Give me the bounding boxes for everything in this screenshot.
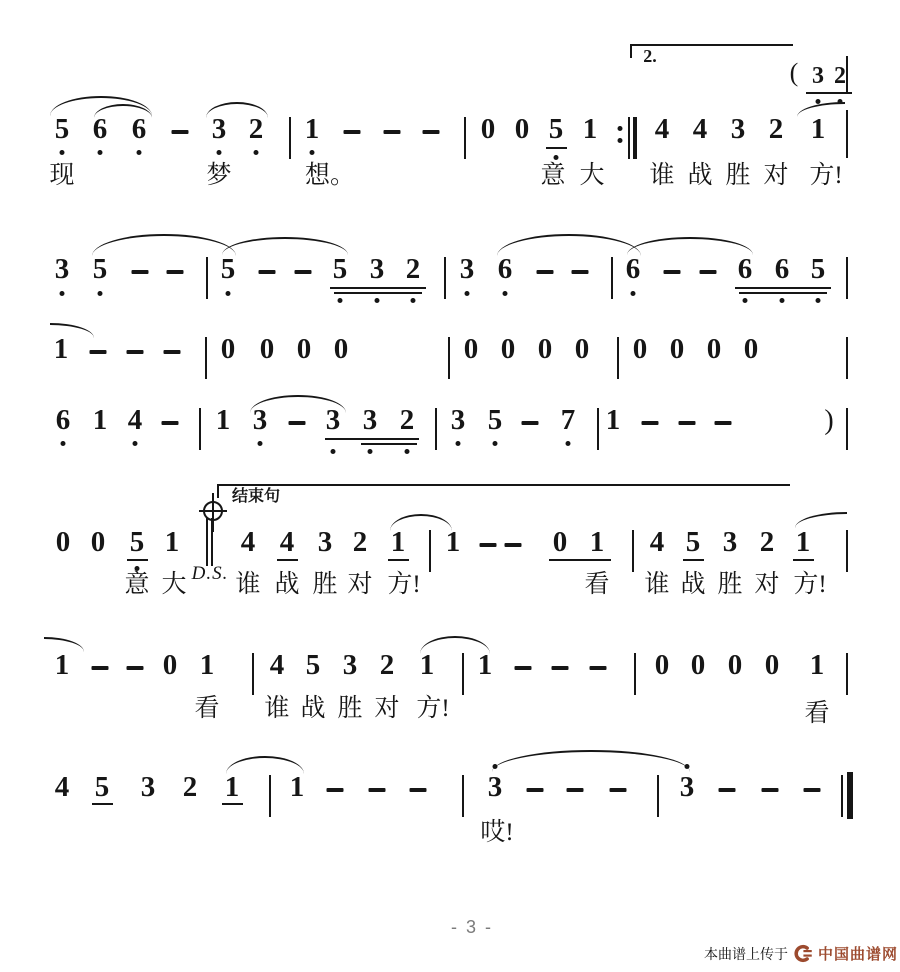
barline — [846, 337, 848, 379]
note-5: 5 — [129, 526, 145, 558]
barline — [846, 110, 848, 158]
barline — [846, 408, 848, 450]
lyric-char: 大 — [579, 162, 605, 189]
note-0: 0 — [574, 333, 590, 365]
lyric-char: 想。 — [304, 162, 356, 189]
barline — [252, 653, 254, 695]
duration-dash — [700, 270, 717, 274]
note-5: 5 — [94, 771, 110, 803]
slur-arc — [497, 234, 641, 256]
octave-dot — [98, 150, 103, 155]
note-6: 6 — [131, 113, 147, 145]
barline — [846, 56, 848, 92]
octave-dot — [368, 449, 373, 454]
ending-section-label: 结束句 — [231, 488, 281, 505]
barline — [199, 408, 201, 450]
note-3: 3 — [325, 404, 341, 436]
barline — [846, 653, 848, 695]
note-5: 5 — [548, 113, 564, 145]
octave-dot — [493, 441, 498, 446]
barline — [617, 337, 619, 379]
lyric-char: 战 — [300, 695, 326, 722]
barline — [462, 775, 464, 817]
note-4: 4 — [649, 526, 665, 558]
note-0: 0 — [669, 333, 685, 365]
note-5: 5 — [92, 253, 108, 285]
note-2: 2 — [834, 63, 846, 89]
note-3: 3 — [450, 404, 466, 436]
note-4: 4 — [692, 113, 708, 145]
beam-underline — [325, 438, 419, 440]
note-1: 1 — [605, 404, 621, 436]
slur-arc — [390, 514, 452, 531]
note-4: 4 — [240, 526, 256, 558]
note-0: 0 — [764, 649, 780, 681]
octave-dot — [137, 150, 142, 155]
beam-underline — [549, 559, 611, 561]
lyric-char: 战 — [687, 162, 713, 189]
octave-dot — [405, 449, 410, 454]
duration-dash — [289, 421, 306, 425]
lyric-char: 战 — [274, 571, 300, 598]
barline — [597, 408, 599, 450]
barline — [435, 408, 437, 450]
octave-dot — [743, 298, 748, 303]
octave-dot — [61, 441, 66, 446]
coda-cross-horizontal — [199, 510, 227, 512]
volta-bracket-tick — [630, 44, 632, 58]
note-1: 1 — [224, 771, 240, 803]
duration-dash — [127, 350, 144, 354]
note-5: 5 — [54, 113, 70, 145]
duration-dash — [664, 270, 681, 274]
lyric-char: 谁 — [235, 571, 261, 598]
octave-dot — [456, 441, 461, 446]
lyric-char: 对 — [347, 571, 373, 598]
duration-dash — [522, 421, 539, 425]
note-7: 7 — [560, 404, 576, 436]
note-0: 0 — [333, 333, 349, 365]
note-0: 0 — [259, 333, 275, 365]
barline — [289, 117, 291, 159]
note-0: 0 — [690, 649, 706, 681]
lyric-char: 看 — [584, 571, 610, 598]
beam-underline — [361, 443, 417, 445]
lyric-char: 意 — [124, 571, 150, 598]
note-3: 3 — [459, 253, 475, 285]
lyric-char: 梦 — [206, 162, 232, 189]
lyric-char: 胜 — [717, 571, 743, 598]
duration-dash — [164, 350, 181, 354]
lyric-char: 方! — [416, 695, 450, 722]
lyric-char: 谁 — [264, 695, 290, 722]
duration-dash — [423, 130, 440, 134]
duration-dash — [127, 666, 144, 670]
note-1: 1 — [54, 649, 70, 681]
slur-arc — [492, 750, 690, 772]
octave-dot — [465, 291, 470, 296]
duration-dash — [715, 421, 732, 425]
lyric-char: 现 — [49, 162, 75, 189]
note-0: 0 — [480, 113, 496, 145]
note-0: 0 — [296, 333, 312, 365]
note-6: 6 — [737, 253, 753, 285]
note-3: 3 — [317, 526, 333, 558]
octave-dot — [554, 155, 559, 160]
ending-section-line — [217, 484, 790, 486]
note-4: 4 — [269, 649, 285, 681]
site-name-label: 中国曲谱网 — [818, 946, 899, 963]
octave-dot — [258, 441, 263, 446]
note-1: 1 — [199, 649, 215, 681]
duration-dash — [642, 421, 659, 425]
beam-underline — [222, 803, 243, 805]
note-5: 5 — [685, 526, 701, 558]
beam-underline — [739, 292, 827, 294]
barline — [429, 530, 431, 572]
note-1: 1 — [795, 526, 811, 558]
note-1: 1 — [419, 649, 435, 681]
note-5: 5 — [305, 649, 321, 681]
note-5: 5 — [810, 253, 826, 285]
barline — [634, 653, 636, 695]
lyric-char: 对 — [374, 695, 400, 722]
lyric-char: 方! — [809, 162, 843, 189]
octave-dot — [217, 150, 222, 155]
octave-dot — [98, 291, 103, 296]
lyric-char: 对 — [754, 571, 780, 598]
barline — [846, 257, 848, 299]
note-1: 1 — [445, 526, 461, 558]
page-number: - 3 - — [450, 917, 494, 937]
repeat-thin-barline — [628, 117, 630, 159]
note-0: 0 — [90, 526, 106, 558]
duration-dash — [567, 788, 584, 792]
beam-underline — [735, 287, 831, 289]
octave-dot — [631, 291, 636, 296]
beam-underline — [793, 559, 814, 561]
slur-arc — [250, 395, 346, 413]
note-6: 6 — [625, 253, 641, 285]
lyric-char: 大 — [161, 571, 187, 598]
octave-dot — [133, 441, 138, 446]
octave-dot — [331, 449, 336, 454]
barline — [632, 530, 634, 572]
duration-dash — [295, 270, 312, 274]
note-2: 2 — [379, 649, 395, 681]
duration-dash — [92, 666, 109, 670]
slur-arc — [92, 234, 236, 256]
pickup-open-paren: ( — [789, 58, 799, 87]
note-4: 4 — [127, 404, 143, 436]
duration-dash — [480, 543, 497, 547]
duration-dash — [410, 788, 427, 792]
note-5: 5 — [487, 404, 503, 436]
note-0: 0 — [55, 526, 71, 558]
octave-dot — [254, 150, 259, 155]
note-3: 3 — [369, 253, 385, 285]
note-0: 0 — [727, 649, 743, 681]
duration-dash — [505, 543, 522, 547]
beam-underline — [127, 559, 148, 561]
footer-credit — [704, 943, 898, 964]
repeat-dot — [618, 126, 623, 131]
lyric-char: 胜 — [312, 571, 338, 598]
octave-dot — [411, 298, 416, 303]
barline — [269, 775, 271, 817]
lyric-char: 看 — [194, 695, 220, 722]
note-3: 3 — [54, 253, 70, 285]
lyric-char: 战 — [680, 571, 706, 598]
note-6: 6 — [774, 253, 790, 285]
double-thin-barline — [211, 518, 213, 566]
cqp-logo-icon — [793, 944, 813, 963]
beam-underline — [683, 559, 704, 561]
octave-dot — [566, 441, 571, 446]
duration-dash — [259, 270, 276, 274]
double-thin-barline — [206, 518, 208, 566]
note-4: 4 — [279, 526, 295, 558]
note-2: 2 — [182, 771, 198, 803]
barline — [206, 257, 208, 299]
note-1: 1 — [477, 649, 493, 681]
duration-dash — [90, 350, 107, 354]
tie-arc — [795, 512, 847, 528]
duration-dash — [172, 130, 189, 134]
slur-arc — [206, 102, 268, 118]
duration-dash — [572, 270, 589, 274]
octave-dot — [310, 150, 315, 155]
duration-dash — [162, 421, 179, 425]
ending-section-tick — [217, 484, 219, 498]
beam-underline — [277, 559, 298, 561]
note-3: 3 — [730, 113, 746, 145]
lyric-char: 看 — [804, 700, 830, 727]
note-3: 3 — [342, 649, 358, 681]
note-2: 2 — [352, 526, 368, 558]
dal-segno-marking: D.S. — [191, 563, 229, 584]
beam-underline — [92, 803, 113, 805]
lyric-char: 方! — [793, 571, 827, 598]
duration-dash — [384, 130, 401, 134]
note-1: 1 — [164, 526, 180, 558]
interlude-close-paren: ) — [824, 405, 834, 436]
final-thick-barline — [847, 772, 853, 819]
note-0: 0 — [220, 333, 236, 365]
note-6: 6 — [92, 113, 108, 145]
barline — [846, 530, 848, 572]
note-3: 3 — [679, 771, 695, 803]
octave-dot — [60, 291, 65, 296]
slur-arc — [222, 237, 348, 255]
note-0: 0 — [743, 333, 759, 365]
note-1: 1 — [304, 113, 320, 145]
note-1: 1 — [53, 333, 69, 365]
beam-underline — [806, 92, 852, 94]
barline — [448, 337, 450, 379]
duration-dash — [537, 270, 554, 274]
lyric-char: 胜 — [337, 695, 363, 722]
note-3: 3 — [140, 771, 156, 803]
note-3: 3 — [211, 113, 227, 145]
duration-dash — [369, 788, 386, 792]
slur-arc — [627, 237, 753, 255]
note-0: 0 — [162, 649, 178, 681]
note-5: 5 — [332, 253, 348, 285]
barline — [205, 337, 207, 379]
note-2: 2 — [759, 526, 775, 558]
note-0: 0 — [654, 649, 670, 681]
note-0: 0 — [632, 333, 648, 365]
note-3: 3 — [252, 404, 268, 436]
barline — [462, 653, 464, 695]
lyric-char: 意 — [540, 162, 566, 189]
duration-dash — [679, 421, 696, 425]
octave-dot — [503, 291, 508, 296]
note-1: 1 — [809, 649, 825, 681]
note-3: 3 — [812, 63, 824, 89]
note-2: 2 — [768, 113, 784, 145]
duration-dash — [327, 788, 344, 792]
note-4: 4 — [654, 113, 670, 145]
note-5: 5 — [220, 253, 236, 285]
final-thin-barline — [841, 775, 843, 817]
octave-dot — [780, 298, 785, 303]
duration-dash — [167, 270, 184, 274]
octave-dot — [338, 298, 343, 303]
note-0: 0 — [706, 333, 722, 365]
note-0: 0 — [514, 113, 530, 145]
octave-dot — [816, 298, 821, 303]
note-3: 3 — [722, 526, 738, 558]
beam-underline — [388, 559, 409, 561]
volta-2-label: 2. — [643, 46, 657, 66]
barline — [657, 775, 659, 817]
note-0: 0 — [552, 526, 568, 558]
note-1: 1 — [92, 404, 108, 436]
duration-dash — [610, 788, 627, 792]
lyric-char: 谁 — [649, 162, 675, 189]
note-1: 1 — [215, 404, 231, 436]
note-2: 2 — [405, 253, 421, 285]
duration-dash — [527, 788, 544, 792]
note-3: 3 — [487, 771, 503, 803]
duration-dash — [515, 666, 532, 670]
note-1: 1 — [582, 113, 598, 145]
note-0: 0 — [537, 333, 553, 365]
note-2: 2 — [399, 404, 415, 436]
octave-dot — [226, 291, 231, 296]
lyric-char: 胜 — [725, 162, 751, 189]
note-0: 0 — [463, 333, 479, 365]
repeat-thick-barline — [633, 117, 637, 159]
duration-dash — [132, 270, 149, 274]
barline — [611, 257, 613, 299]
note-3: 3 — [362, 404, 378, 436]
note-6: 6 — [55, 404, 71, 436]
lyric-char: 谁 — [644, 571, 670, 598]
note-1: 1 — [589, 526, 605, 558]
barline — [444, 257, 446, 299]
credit-prefix-label: 本曲谱上传于 — [704, 945, 788, 962]
note-6: 6 — [497, 253, 513, 285]
duration-dash — [590, 666, 607, 670]
duration-dash — [344, 130, 361, 134]
note-0: 0 — [500, 333, 516, 365]
barline — [464, 117, 466, 159]
duration-dash — [762, 788, 779, 792]
note-4: 4 — [54, 771, 70, 803]
note-2: 2 — [248, 113, 264, 145]
beam-underline — [546, 147, 567, 149]
lyric-char: 对 — [763, 162, 789, 189]
octave-dot — [60, 150, 65, 155]
note-1: 1 — [289, 771, 305, 803]
note-1: 1 — [390, 526, 406, 558]
repeat-dot — [618, 138, 623, 143]
lyric-char: 方! — [387, 571, 421, 598]
duration-dash — [719, 788, 736, 792]
lyric-char: 哎! — [480, 819, 514, 846]
beam-underline — [334, 292, 422, 294]
note-1: 1 — [810, 113, 826, 145]
duration-dash — [552, 666, 569, 670]
octave-dot — [375, 298, 380, 303]
duration-dash — [804, 788, 821, 792]
beam-underline — [330, 287, 426, 289]
